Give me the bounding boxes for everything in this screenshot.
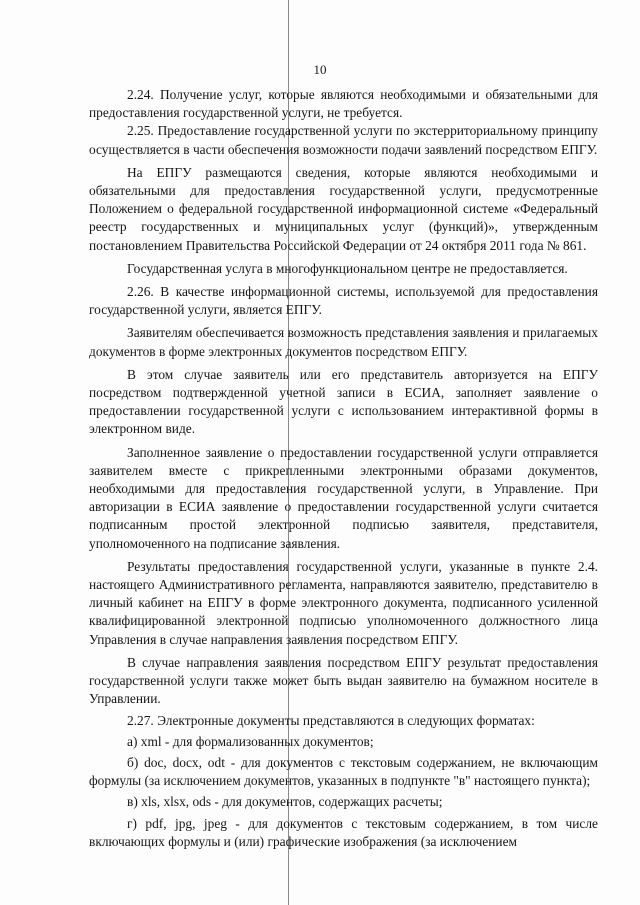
paragraph-authorization: В этом случае заявитель или его представитель авторизуется на ЕПГУ посредством подтвержденной учетной записи в ЕСИА, заполняет заявление о предоставлении государственной услуги с использованием интерактивной формы в электронном виде. bbox=[89, 366, 598, 437]
paragraph-2-25: 2.25. Предоставление государственной услуги по экстерриториальному принципу осуществляется в части обеспечения возможности подачи заявлений посредством ЕПГУ. bbox=[89, 123, 598, 157]
list-item-v: в) xls, xlsx, ods - для документов, содержащих расчеты; bbox=[127, 794, 443, 810]
paragraph-2-27: 2.27. Электронные документы представляются в следующих форматах: bbox=[127, 712, 535, 728]
paragraph-2-26: 2.26. В качестве информационной системы, используемой для предоставления государственной услуги, является ЕПГУ. bbox=[89, 284, 598, 318]
list-item-g: г) pdf, jpg, jpeg - для документов с текстовым содержанием, в том числе включающих формулы и (или) графические изображения (за исключением bbox=[89, 815, 598, 849]
page-number: 10 bbox=[313, 62, 327, 77]
paragraph-2-24: 2.24. Получение услуг, которые являются необходимыми и обязательными для предоставления государственной услуги, не требуется. bbox=[89, 87, 598, 121]
paragraph-results: Результаты предоставления государственной услуги, указанные в пункте 2.4. настоящего Административного регламента, направляются заявителю, представителю в личный кабинет на ЕПГУ в форме электронного документа, подписанного усиленной квалифицированной электронной подписью уполномоченного должностного лица Управления в случае направления заявления посредством ЕПГУ. bbox=[89, 558, 598, 647]
paragraph-submission: Заполненное заявление о предоставлении государственной услуги отправляется заявителем вместе с прикрепленными электронными образами документов, необходимыми для предоставления государственной услуги, в Управление. При авторизации в ЕСИА заявление о предоставлении государственной услуги считается подписанным простой электронной подписью заявителя, представителя, уполномоченного на подписание заявления. bbox=[89, 444, 598, 551]
document-body bbox=[89, 86, 598, 851]
paragraph-mfc: Государственная услуга в многофункциональном центре не предоставляется. bbox=[127, 260, 568, 276]
list-item-a: а) xml - для формализованных документов; bbox=[127, 733, 374, 749]
list-item-b: б) doc, docx, odt - для документов с текстовым содержанием, не включающим формулы (за исключением документов, указанных в подпункте "в" настоящего пункта); bbox=[89, 754, 598, 789]
paragraph-paper-result: В случае направления заявления посредством ЕПГУ результат предоставления государственной услуги также может быть выдан заявителю на бумажном носителе в Управлении. bbox=[89, 654, 598, 707]
paragraph-epgu-info: На ЕПГУ размещаются сведения, которые являются необходимыми и обязательными для предоставления государственной услуги, предусмотренные Положением о федеральной государственной информационной системе «Федеральный реестр государственных и муниципальных услуг (функций)», утвержденным постановлением Правительства Российской Федерации от 24 октября 2011 года № 861. bbox=[89, 164, 598, 253]
paragraph-applicants: Заявителям обеспечивается возможность представления заявления и прилагаемых документов в форме электронных документов посредством ЕПГУ. bbox=[89, 325, 598, 359]
